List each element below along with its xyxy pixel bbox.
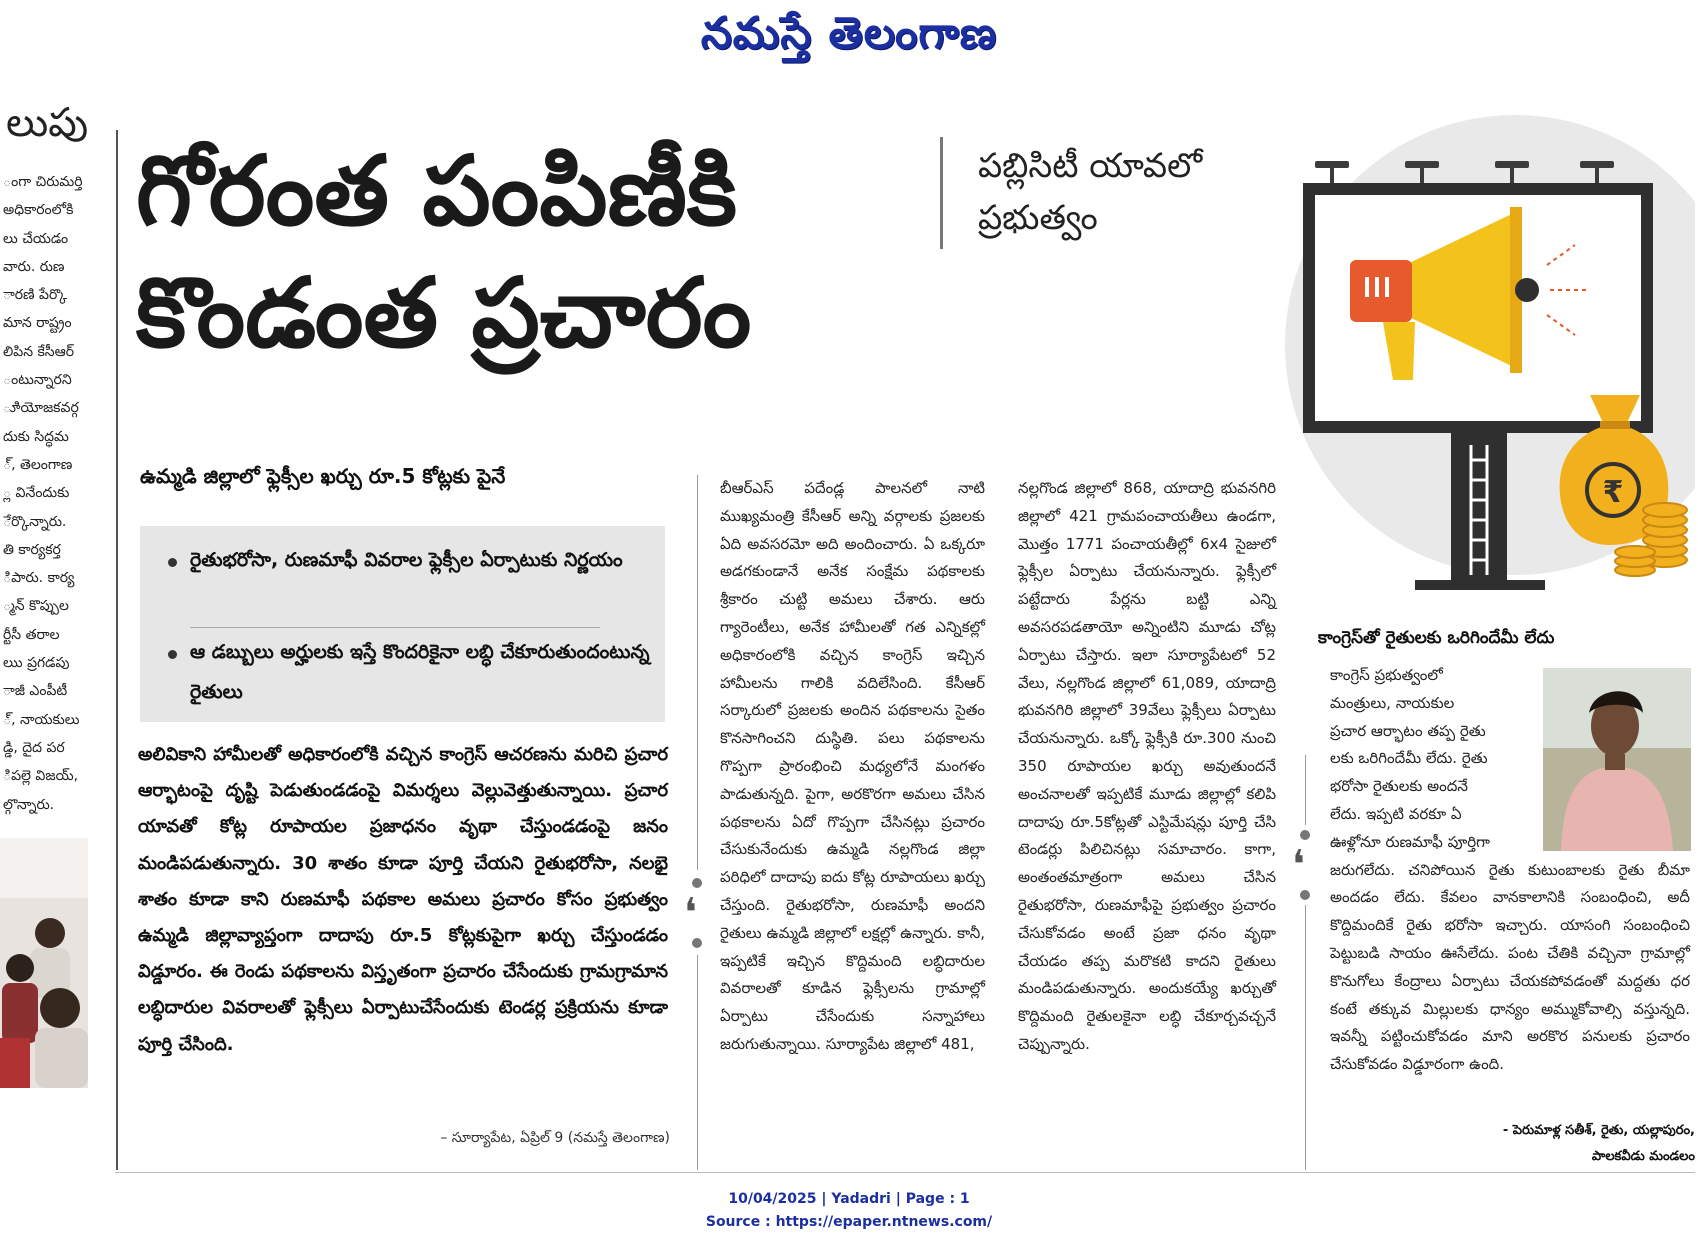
quote-dot (1300, 830, 1310, 840)
headline-line1: గోరంత పంపిణీకి (136, 135, 737, 247)
left-column-line: లుు ప్రగడపు (3, 655, 70, 672)
article-column-2: బీఆర్ఎస్ పదేండ్ల పాలనలో నాటి ముఖ్యమంత్రి కేసీఆర్ అన్ని వర్గాలకు ప్రజలకు ఏది అవసరమో అది అందించారు. ఏ ఒక్కరూ అడగకుండానే అనేక సంక్షేమ పథకాలకు శ్రీకారం చుట్టి అమలు చేశారు. ఆరు గ్యారెంటీలు, అనేక హామీలతో గత ఎన్నికల్లో అధికారంలోకి వచ్చిన కాంగ్రెస్ ఇచ్చిన హామీలను గాలికి వదిలేసింది. కేసీఆర్ సర్కారులో ప్రజలకు అందిన పథకాలను సైతం కొనసాగించని దుస్థితి. పలు పథకాలను గొప్పగా ప్రారంభించి మధ్యలోనే మంగళం పాడుతున్నది. పైగా, అరకొరగా అమలు చేసిన పథకాలను ఏదో గొప్పగా చేసినట్లు ప్రచారం చేసుకునేందుకు ఉమ్మడి నల్లగొండ జిల్లా పరిధిలో దాదాపు ఐదు కోట్ల రూపాయలు ఖర్చు చేస్తుంది. రైతుభరోసా, రుణమాఫీ అందని రైతులు ఉమ్మడి జిల్లాలో లక్షల్లో ఉన్నారు. కానీ, ఇప్పటికే ఇచ్చిన కొద్దిమంది లబ్ధిదారుల వివరాలతో కూడిన ఫ్లెక్సీలను గ్రామాల్లో ఏర్పాటు చేసేందుకు సన్నాహాలు జరుగుతున్నాయి. సూర్యాపేట జిల్లాలో 481, (720, 479, 985, 1053)
left-column-line: వారు. రుణ (3, 258, 65, 275)
sidebar-body (1330, 662, 1690, 1079)
subheadline: ఉమ్మడి జిల్లాలో ఫ్లెక్సీల ఖర్చు రూ.5 కోట్లకు పైనే (140, 464, 506, 488)
left-column-fragment (0, 100, 96, 820)
left-crowd-photo (0, 838, 88, 1088)
sidebar-line: భరోసా రైతులకు అందనే (1330, 777, 1468, 796)
page-bottom-rule (115, 1172, 1695, 1173)
footer-source: Source : https://epaper.ntnews.com/ (705, 1214, 993, 1230)
sidebar-line: లకు ఒరిగిందేమీ లేదు. రైతు (1330, 749, 1488, 768)
masthead-logo: నమస్తే తెలంగాణ (700, 8, 998, 59)
headline (136, 130, 1036, 374)
highlights-box (140, 526, 665, 722)
kicker: పబ్లిసిటీ యావలో ప్రభుత్వం (978, 146, 1203, 238)
left-column-line: ్మన్ కొప్పుల (3, 598, 69, 615)
left-column-line: ాజీ ఎంపీటీ (3, 683, 68, 700)
left-column-line: లిపిన కేసీఆర్ (3, 343, 75, 360)
sidebar-line: కాంగ్రెస్ ప్రభుత్వంలో (1330, 666, 1443, 684)
highlight-text: ఆ డబ్బులు అర్హులకు ఇస్తే కొందరికైనా లబ్ధి చేకూరుతుందంటున్న రైతులు (190, 641, 650, 703)
page-footer (0, 1188, 1698, 1234)
left-column-line: ూియోజకవర్గ (3, 400, 79, 417)
left-column-line: తి కార్యకర్త (3, 541, 61, 558)
left-column-line: ంటున్నారని (3, 372, 72, 389)
left-column-line: ్, నాయకులు (3, 711, 80, 728)
signature-line1: - పెరుమాళ్ల సతీశ్, రైతు, యల్లాపురం, (1502, 1123, 1695, 1138)
headline-separator (940, 137, 943, 249)
left-column-heading: లుపు (6, 100, 89, 146)
signature-line2: పాలకవీడు మండలం (1591, 1149, 1695, 1164)
left-column-line: ్, తెలంగాణ (3, 456, 73, 473)
sidebar-line: లేదు. ఇప్పటి వరకూ ఏ (1330, 804, 1462, 823)
highlight-text: రైతుభరోసా, రుణమాఫీ వివరాల ఫ్లెక్సీల ఏర్పాటుకు నిర్ణయం (190, 549, 623, 571)
sidebar-paragraph: జరుగలేదు. చనిపోయిన రైతు కుటుంబాలకు రైతు బీమా అందడం లేదు. కేవలం వానకాలానికి సంబంధించి, అదీ కొద్దిమందికే రైతు భరోసా ఇచ్చారు. యాసంగి సంబంధించి పెట్టుబడి సాయం ఊసేలేదు. పంట చేతికి వచ్చినా గ్రామాల్లో కొనుగోలు కేంద్రాలు ఏర్పాటు చేయకపోవడంతో మద్దతు ధర కంటే తక్కువ మిల్లులకు ధాన్యం అమ్ముకోవాల్సి వస్తున్నది. ఇవన్నీ పట్టించుకోవడం మాని అరకొర పనులకు ప్రచారం చేసుకోవడం విడ్డూరంగా ఉంది. (1330, 860, 1690, 1074)
sidebar-signature (1300, 1118, 1695, 1170)
bullet-dot-icon (168, 650, 177, 659)
column-divider (116, 130, 118, 1170)
svg-text:₹: ₹ (1602, 475, 1624, 510)
quote-mark-icon: ❛ (684, 890, 697, 936)
highlight-item (190, 632, 650, 712)
sidebar-line: ఊళ్లోనూ రుణమాఫీ పూర్తిగా (1330, 832, 1490, 851)
left-column-line: లు చేయడం (3, 230, 69, 247)
left-column-line: ిపల్లె విజయ్, (3, 768, 79, 785)
left-column-line: ారణి పేర్కొ (3, 287, 68, 304)
dateline: – సూర్యాపేట, ఏప్రిల్ 9 (నమస్తే తెలంగాణ) (440, 1130, 670, 1146)
article-column-3: నల్లగొండ జిల్లాలో 868, యాదాద్రి భువనగిరి జిల్లాలో 421 గ్రామపంచాయతీలు ఉండగా, మొత్తం 1771 పంచాయతీల్లో 6x4 సైజులో ఫ్లెక్సీల ఏర్పాటు చేయనున్నారు. ఫ్లెక్సీలో పట్టేదారు పేర్లను బట్టి ఎన్ని అవసరపడతాయో అన్నింటిని మూడు చోట్ల ఏర్పాటు చేస్తారు. ఇలా సూర్యాపేటలో 52 వేలు, నల్లగొండ జిల్లాలో 61,089, యాదాద్రి భువనగిరి జిల్లాలో 39వేలు ఫ్లెక్సీలు ఏర్పాటు చేయనున్నారు. ఒక్కో ఫ్లెక్సీకి రూ.300 నుంచి 350 రూపాయల ఖర్చు అవుతుందనే అంచనాలతో ఇప్పటికే మూడు జిల్లాల్లో కలిపి దాదాపు రూ.5కోట్లతో ఎస్టిమేషన్లు పూర్తి చేసి టెండర్లు పిలిచినట్లు సమాచారం. కాగా, అంతంతమాత్రంగా అమలు చేసిన రైతుభరోసా, రుణమాఫీపై ప్రభుత్వం ప్రచారం చేసుకోవడం అంటే ప్రజా ధనం వృథా చేయడం తప్ప మరొకటి కాదని రైతులు మండిపడుతున్నారు. అందుకయ్యే ఖర్చుతో కొద్దిమంది రైతులకైనా లబ్ధి చేకూర్చవచ్చనే చెప్పున్నారు. (1018, 479, 1276, 1053)
quote-dot (1300, 890, 1310, 900)
sidebar-line: మంత్రులు, నాయకుల (1330, 693, 1455, 712)
left-column-line: అధికారంలోకి (3, 202, 74, 219)
left-column-line: ిపారు. కార్య (3, 570, 75, 587)
sidebar-line: ప్రచార ఆర్భాటం తప్ప రైతు (1330, 721, 1486, 740)
left-column-line: దుకు సిద్ధమ (3, 428, 69, 445)
highlight-item (190, 540, 650, 580)
left-column-line: ర్టీసీ తరాల (3, 626, 60, 643)
lead-paragraph: అలివికాని హామీలతో అధికారంలోకి వచ్చిన కాంగ్రెస్ ఆచరణను మరిచి ప్రచార ఆర్భాటంపై దృష్టి పెడుతుండడంపై విమర్శలు వెల్లువెత్తుతున్నాయి. ప్రచార యావతో కోట్ల రూపాయల ప్రజాధనం వృథా చేస్తుండడంపై జనం మండిపడుతున్నారు. 30 శాతం కూడా పూర్తి చేయని రైతుభరోసా, నలభై శాతం కూడా కాని రుణమాఫీ పథకాల అమలు ప్రచారం కోసం ప్రభుత్వం ఉమ్మడి జిల్లావ్యాప్తంగా దాదాపు రూ.5 కోట్లకుపైగా ఖర్చు చేస్తుండడం విడ్డూరం. ఈ రెండు పథకాలను విస్తృతంగా ప్రచారం చేసేందుకు గ్రామగ్రామాన లబ్ధిదారుల వివరాలతో ఫ్లెక్సీలు ఏర్పాటుచేసేందుకు టెండర్ల ప్రక్రియను కూడా పూర్తి చేసింది. (138, 744, 668, 1055)
quote-dot (692, 878, 702, 888)
footer-date-edition: 10/04/2025 | Yadadri | Page : 1 (728, 1191, 970, 1207)
quote-dot (692, 938, 702, 948)
sidebar-heading: కాంగ్రెస్‌తో రైతులకు ఒరిగిందేమీ లేదు (1318, 628, 1555, 648)
left-column-line: ేర్కొన్నారు. (3, 513, 67, 530)
bullet-dot-icon (168, 558, 177, 567)
quote-mark-icon: ❛ (1292, 842, 1305, 888)
left-column-lines (0, 168, 96, 819)
left-column-line: డ్డి, దైద పర (3, 739, 65, 756)
left-column-line: ్ల వినేందుకు (3, 485, 70, 502)
sidebar-narrow-lines (1330, 662, 1530, 857)
left-column-line: ంగా చిరుమర్తి (3, 174, 83, 190)
left-column-line: ల్గొన్నారు. (3, 796, 55, 813)
billboard-illustration (1255, 95, 1695, 615)
left-column-line: మాన రాష్ట్రం (3, 315, 72, 332)
headline-line2: కొండంత ప్రచారం (136, 257, 752, 369)
